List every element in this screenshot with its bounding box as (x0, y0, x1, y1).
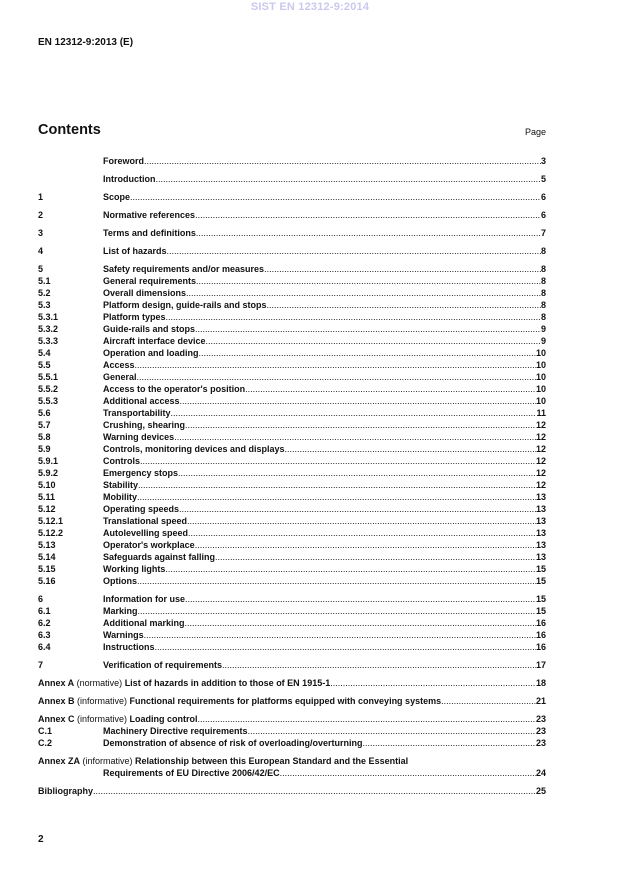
page-column-label: Page (524, 127, 546, 137)
dot-leader (245, 383, 536, 395)
dot-leader (196, 275, 541, 287)
dot-leader (156, 173, 541, 185)
toc-entry[interactable] (38, 737, 546, 749)
toc-entry[interactable] (38, 515, 546, 527)
toc-group (38, 173, 546, 185)
entry-title: Overall dimensions (103, 288, 187, 298)
section-number: 6.4 (38, 642, 51, 652)
dot-leader (137, 491, 536, 503)
annex-kind: (informative) (80, 756, 136, 766)
toc-entry[interactable] (38, 455, 546, 467)
page-ref: 6 (540, 210, 546, 220)
page-ref: 10 (535, 372, 546, 382)
page-ref: 10 (535, 348, 546, 358)
annex-title: Loading control (129, 714, 198, 724)
section-number (38, 173, 103, 185)
dot-leader (363, 737, 536, 749)
dot-leader (167, 245, 541, 257)
section-number: C.1 (38, 726, 53, 736)
page-ref: 10 (535, 360, 546, 370)
dot-leader (206, 335, 541, 347)
page-ref: 12 (535, 468, 546, 478)
page-ref: 8 (540, 312, 546, 322)
annex-label: Annex A (38, 678, 75, 688)
dot-leader (196, 227, 541, 239)
section-number: 5.4 (38, 348, 51, 358)
toc-entry-annex[interactable] (38, 713, 546, 725)
annex-title-cont: Requirements of EU Directive 2006/42/EC (103, 768, 280, 778)
page-ref: 8 (540, 264, 546, 274)
toc-entry[interactable] (38, 359, 546, 371)
page-ref: 10 (535, 384, 546, 394)
dot-leader (186, 287, 541, 299)
page-ref: 15 (535, 606, 546, 616)
dot-leader (144, 629, 536, 641)
annex-title: Functional requirements for platforms equipped with conveying systems (129, 696, 442, 706)
toc-entry[interactable] (38, 227, 546, 239)
section-number: C.2 (38, 738, 53, 748)
dot-leader (93, 785, 536, 797)
toc-group (38, 245, 546, 257)
entry-title: Crushing, shearing (103, 420, 186, 430)
page-ref: 13 (535, 528, 546, 538)
entry-title: Platform types (103, 312, 166, 322)
toc-entry[interactable] (38, 299, 546, 311)
table-of-contents (38, 155, 546, 803)
dot-leader (180, 395, 536, 407)
page-ref: 25 (535, 786, 546, 796)
section-number: 5.5.2 (38, 384, 59, 394)
dot-leader (280, 767, 536, 779)
toc-entry[interactable] (38, 275, 546, 287)
page-ref: 24 (535, 768, 546, 778)
section-number: 5.16 (38, 576, 56, 586)
annex-kind: (informative) (74, 696, 130, 706)
dot-leader (248, 725, 536, 737)
page-ref: 23 (535, 726, 546, 736)
section-number: 5.5.1 (38, 372, 59, 382)
toc-group (38, 227, 546, 239)
toc-entry[interactable] (38, 323, 546, 335)
dot-leader (264, 263, 541, 275)
entry-title: Operation and loading (103, 348, 199, 358)
toc-group (38, 593, 546, 653)
toc-entry[interactable] (38, 539, 546, 551)
section-number: 6.3 (38, 630, 51, 640)
entry-title: Safety requirements and/or measures (103, 264, 265, 274)
entry-title: Verification of requirements (103, 660, 223, 670)
dot-leader (171, 407, 537, 419)
dot-leader (138, 605, 536, 617)
toc-entry[interactable] (38, 593, 546, 605)
section-number: 5.12 (38, 504, 56, 514)
dot-leader (195, 209, 541, 221)
annex-label: Annex B (38, 696, 75, 706)
toc-entry[interactable] (38, 641, 546, 653)
entry-title: Transportability (103, 408, 171, 418)
entry-title: Options (103, 576, 137, 586)
section-number: 5.12.1 (38, 516, 64, 526)
section-number: 5.10 (38, 480, 56, 490)
entry-title: Machinery Directive requirements (103, 726, 248, 736)
page-ref: 8 (540, 276, 546, 286)
toc-entry[interactable] (38, 407, 546, 419)
dot-leader (330, 677, 536, 689)
entry-title: Access to the operator's position (103, 384, 246, 394)
entry-title: Translational speed (103, 516, 188, 526)
toc-entry[interactable] (38, 155, 546, 167)
entry-title: Controls, monitoring devices and displays (103, 444, 285, 454)
section-number: 5.2 (38, 288, 51, 298)
toc-entry[interactable] (38, 479, 546, 491)
toc-entry[interactable] (38, 335, 546, 347)
dot-leader (222, 659, 536, 671)
page-ref: 12 (535, 432, 546, 442)
toc-entry[interactable] (38, 383, 546, 395)
page-ref: 7 (540, 228, 546, 238)
entry-title: Autolevelling speed (103, 528, 189, 538)
entry-title: Guide-rails and stops (103, 324, 196, 334)
section-number: 5 (38, 264, 44, 274)
toc-entry[interactable] (38, 617, 546, 629)
toc-entry[interactable] (38, 443, 546, 455)
dot-leader (179, 503, 536, 515)
entry-title: Warning devices (103, 432, 175, 442)
section-number: 7 (38, 660, 44, 670)
toc-entry[interactable] (38, 431, 546, 443)
page-ref: 12 (535, 420, 546, 430)
entry-title: Terms and definitions (103, 228, 196, 238)
section-number: 5.7 (38, 420, 51, 430)
dot-leader (215, 551, 536, 563)
entry-title: Additional marking (103, 618, 185, 628)
section-number: 6 (38, 594, 44, 604)
dot-leader (185, 419, 536, 431)
toc-entry[interactable] (38, 263, 546, 275)
toc-group-annex (38, 677, 546, 689)
entry-title: Normative references (103, 210, 196, 220)
dot-leader (137, 575, 536, 587)
toc-entry[interactable] (38, 287, 546, 299)
page-ref: 16 (535, 618, 546, 628)
dot-leader (199, 347, 536, 359)
toc-entry[interactable] (38, 725, 546, 737)
entry-title: Controls (103, 456, 140, 466)
toc-group (38, 263, 546, 587)
annex-title: Relationship between this European Standard and the Essential (135, 756, 409, 766)
entry-title: Warnings (103, 630, 144, 640)
toc-entry[interactable] (38, 659, 546, 671)
entry-title: Information for use (103, 594, 186, 604)
section-number: 5.3.3 (38, 336, 59, 346)
page-ref: 13 (535, 552, 546, 562)
section-number: 5.3.2 (38, 324, 59, 334)
dot-leader (185, 617, 536, 629)
entry-title: Emergency stops (103, 468, 179, 478)
entry-title: General (103, 372, 137, 382)
dot-leader (185, 593, 536, 605)
entry-title: Scope (103, 192, 131, 202)
watermark: SIST EN 12312-9:2014 (250, 1, 370, 13)
page-ref: 23 (535, 714, 546, 724)
section-number: 5.1 (38, 276, 51, 286)
page-ref: 13 (535, 504, 546, 514)
dot-leader (140, 455, 536, 467)
page-ref: 15 (535, 564, 546, 574)
toc-entry[interactable] (38, 629, 546, 641)
dot-leader (195, 323, 541, 335)
annex-title: List of hazards in addition to those of EN 1915-1 (124, 678, 331, 688)
toc-entry-bibliography[interactable] (38, 785, 546, 797)
page-ref: 12 (535, 480, 546, 490)
section-number: 5.12.2 (38, 528, 64, 538)
dot-leader (178, 467, 536, 479)
toc-entry[interactable] (38, 605, 546, 617)
toc-group (38, 659, 546, 671)
toc-group (38, 209, 546, 221)
page-ref: 12 (535, 444, 546, 454)
section-number: 5.13 (38, 540, 56, 550)
toc-entry[interactable] (38, 419, 546, 431)
section-number: 5.9.1 (38, 456, 59, 466)
page-ref: 18 (535, 678, 546, 688)
section-number (38, 155, 103, 167)
annex-label: Annex ZA (38, 756, 81, 766)
toc-entry[interactable] (38, 527, 546, 539)
toc-entry[interactable] (38, 191, 546, 203)
page-ref: 8 (540, 300, 546, 310)
toc-entry[interactable] (38, 209, 546, 221)
entry-title: Additional access (103, 396, 180, 406)
toc-entry-annex[interactable] (38, 677, 546, 689)
section-number: 5.5 (38, 360, 51, 370)
section-number: 5.3.1 (38, 312, 59, 322)
toc-group-annex (38, 713, 546, 749)
dot-leader (137, 371, 536, 383)
toc-entry[interactable] (38, 563, 546, 575)
page-ref: 15 (535, 576, 546, 586)
toc-entry[interactable] (38, 395, 546, 407)
entry-title: Access (103, 360, 135, 370)
annex-label: Annex C (38, 714, 75, 724)
toc-entry[interactable] (38, 551, 546, 563)
dot-leader (187, 515, 536, 527)
entry-title: Platform design, guide-rails and stops (103, 300, 267, 310)
page-ref: 11 (536, 408, 546, 418)
entry-title: Stability (103, 480, 139, 490)
section-number: 5.5.3 (38, 396, 59, 406)
section-number: 2 (38, 210, 44, 220)
section-number: 6.2 (38, 618, 51, 628)
dot-leader (155, 641, 536, 653)
toc-entry[interactable] (38, 503, 546, 515)
entry-title: List of hazards (103, 246, 167, 256)
page-ref: 16 (535, 642, 546, 652)
entry-title: Aircraft interface device (103, 336, 206, 346)
page-ref: 5 (540, 174, 546, 184)
page-ref: 13 (535, 492, 546, 502)
page-ref: 6 (540, 192, 546, 202)
section-number: 5.9.2 (38, 468, 59, 478)
dot-leader (138, 479, 536, 491)
toc-group (38, 155, 546, 167)
toc-entry[interactable] (38, 371, 546, 383)
dot-leader (130, 191, 541, 203)
entry-title: Instructions (103, 642, 155, 652)
page-ref: 9 (540, 324, 546, 334)
entry-title: Safeguards against falling (103, 552, 216, 562)
entry-title: Demonstration of absence of risk of overloading/overturning (103, 738, 363, 748)
page-ref: 8 (540, 288, 546, 298)
section-number: 5.14 (38, 552, 56, 562)
dot-leader (166, 311, 541, 323)
toc-entry[interactable] (38, 173, 546, 185)
page-number: 2 (38, 834, 44, 845)
entry-title: General requirements (103, 276, 197, 286)
section-number: 5.6 (38, 408, 51, 418)
dot-leader (144, 155, 541, 167)
toc-entry[interactable] (38, 467, 546, 479)
dot-leader (188, 527, 536, 539)
page-ref: 21 (535, 696, 546, 706)
entry-title: Operating speeds (103, 504, 180, 514)
toc-entry[interactable] (38, 575, 546, 587)
section-number: 6.1 (38, 606, 51, 616)
toc-entry-annex-za[interactable] (38, 755, 546, 779)
page-ref: 17 (535, 660, 546, 670)
section-number: 3 (38, 228, 44, 238)
section-number: 4 (38, 246, 44, 256)
section-number: 5.8 (38, 432, 51, 442)
entry-title: Marking (103, 606, 138, 616)
dot-leader (267, 299, 541, 311)
page-ref: 13 (535, 540, 546, 550)
entry-title: Foreword (103, 156, 145, 166)
section-number: 5.3 (38, 300, 51, 310)
page-ref: 12 (535, 456, 546, 466)
toc-entry-annex[interactable] (38, 695, 546, 707)
dot-leader (165, 563, 536, 575)
page-ref: 9 (540, 336, 546, 346)
document-header: EN 12312-9:2013 (E) (38, 37, 134, 48)
entry-title: Mobility (103, 492, 137, 502)
section-number: 5.11 (38, 492, 56, 502)
entry-title: Bibliography (38, 786, 94, 796)
toc-entry[interactable] (38, 347, 546, 359)
page-ref: 15 (535, 594, 546, 604)
toc-entry[interactable] (38, 311, 546, 323)
contents-title: Contents (38, 122, 101, 138)
dot-leader (441, 695, 536, 707)
section-number: 1 (38, 192, 44, 202)
page-ref: 13 (535, 516, 546, 526)
toc-entry[interactable] (38, 245, 546, 257)
dot-leader (135, 359, 536, 371)
dot-leader (198, 713, 536, 725)
page-ref: 3 (540, 156, 546, 166)
page-ref: 8 (540, 246, 546, 256)
page-ref: 23 (535, 738, 546, 748)
dot-leader (174, 431, 536, 443)
dot-leader (195, 539, 536, 551)
entry-title: Working lights (103, 564, 166, 574)
dot-leader (285, 443, 536, 455)
page-ref: 16 (535, 630, 546, 640)
annex-kind: (informative) (74, 714, 130, 724)
section-number: 5.15 (38, 564, 56, 574)
toc-entry[interactable] (38, 491, 546, 503)
page-ref: 10 (535, 396, 546, 406)
toc-group-annex (38, 695, 546, 707)
entry-title: Introduction (103, 174, 156, 184)
section-number: 5.9 (38, 444, 51, 454)
entry-title: Operator's workplace (103, 540, 195, 550)
annex-kind: (normative) (74, 678, 125, 688)
toc-group (38, 191, 546, 203)
